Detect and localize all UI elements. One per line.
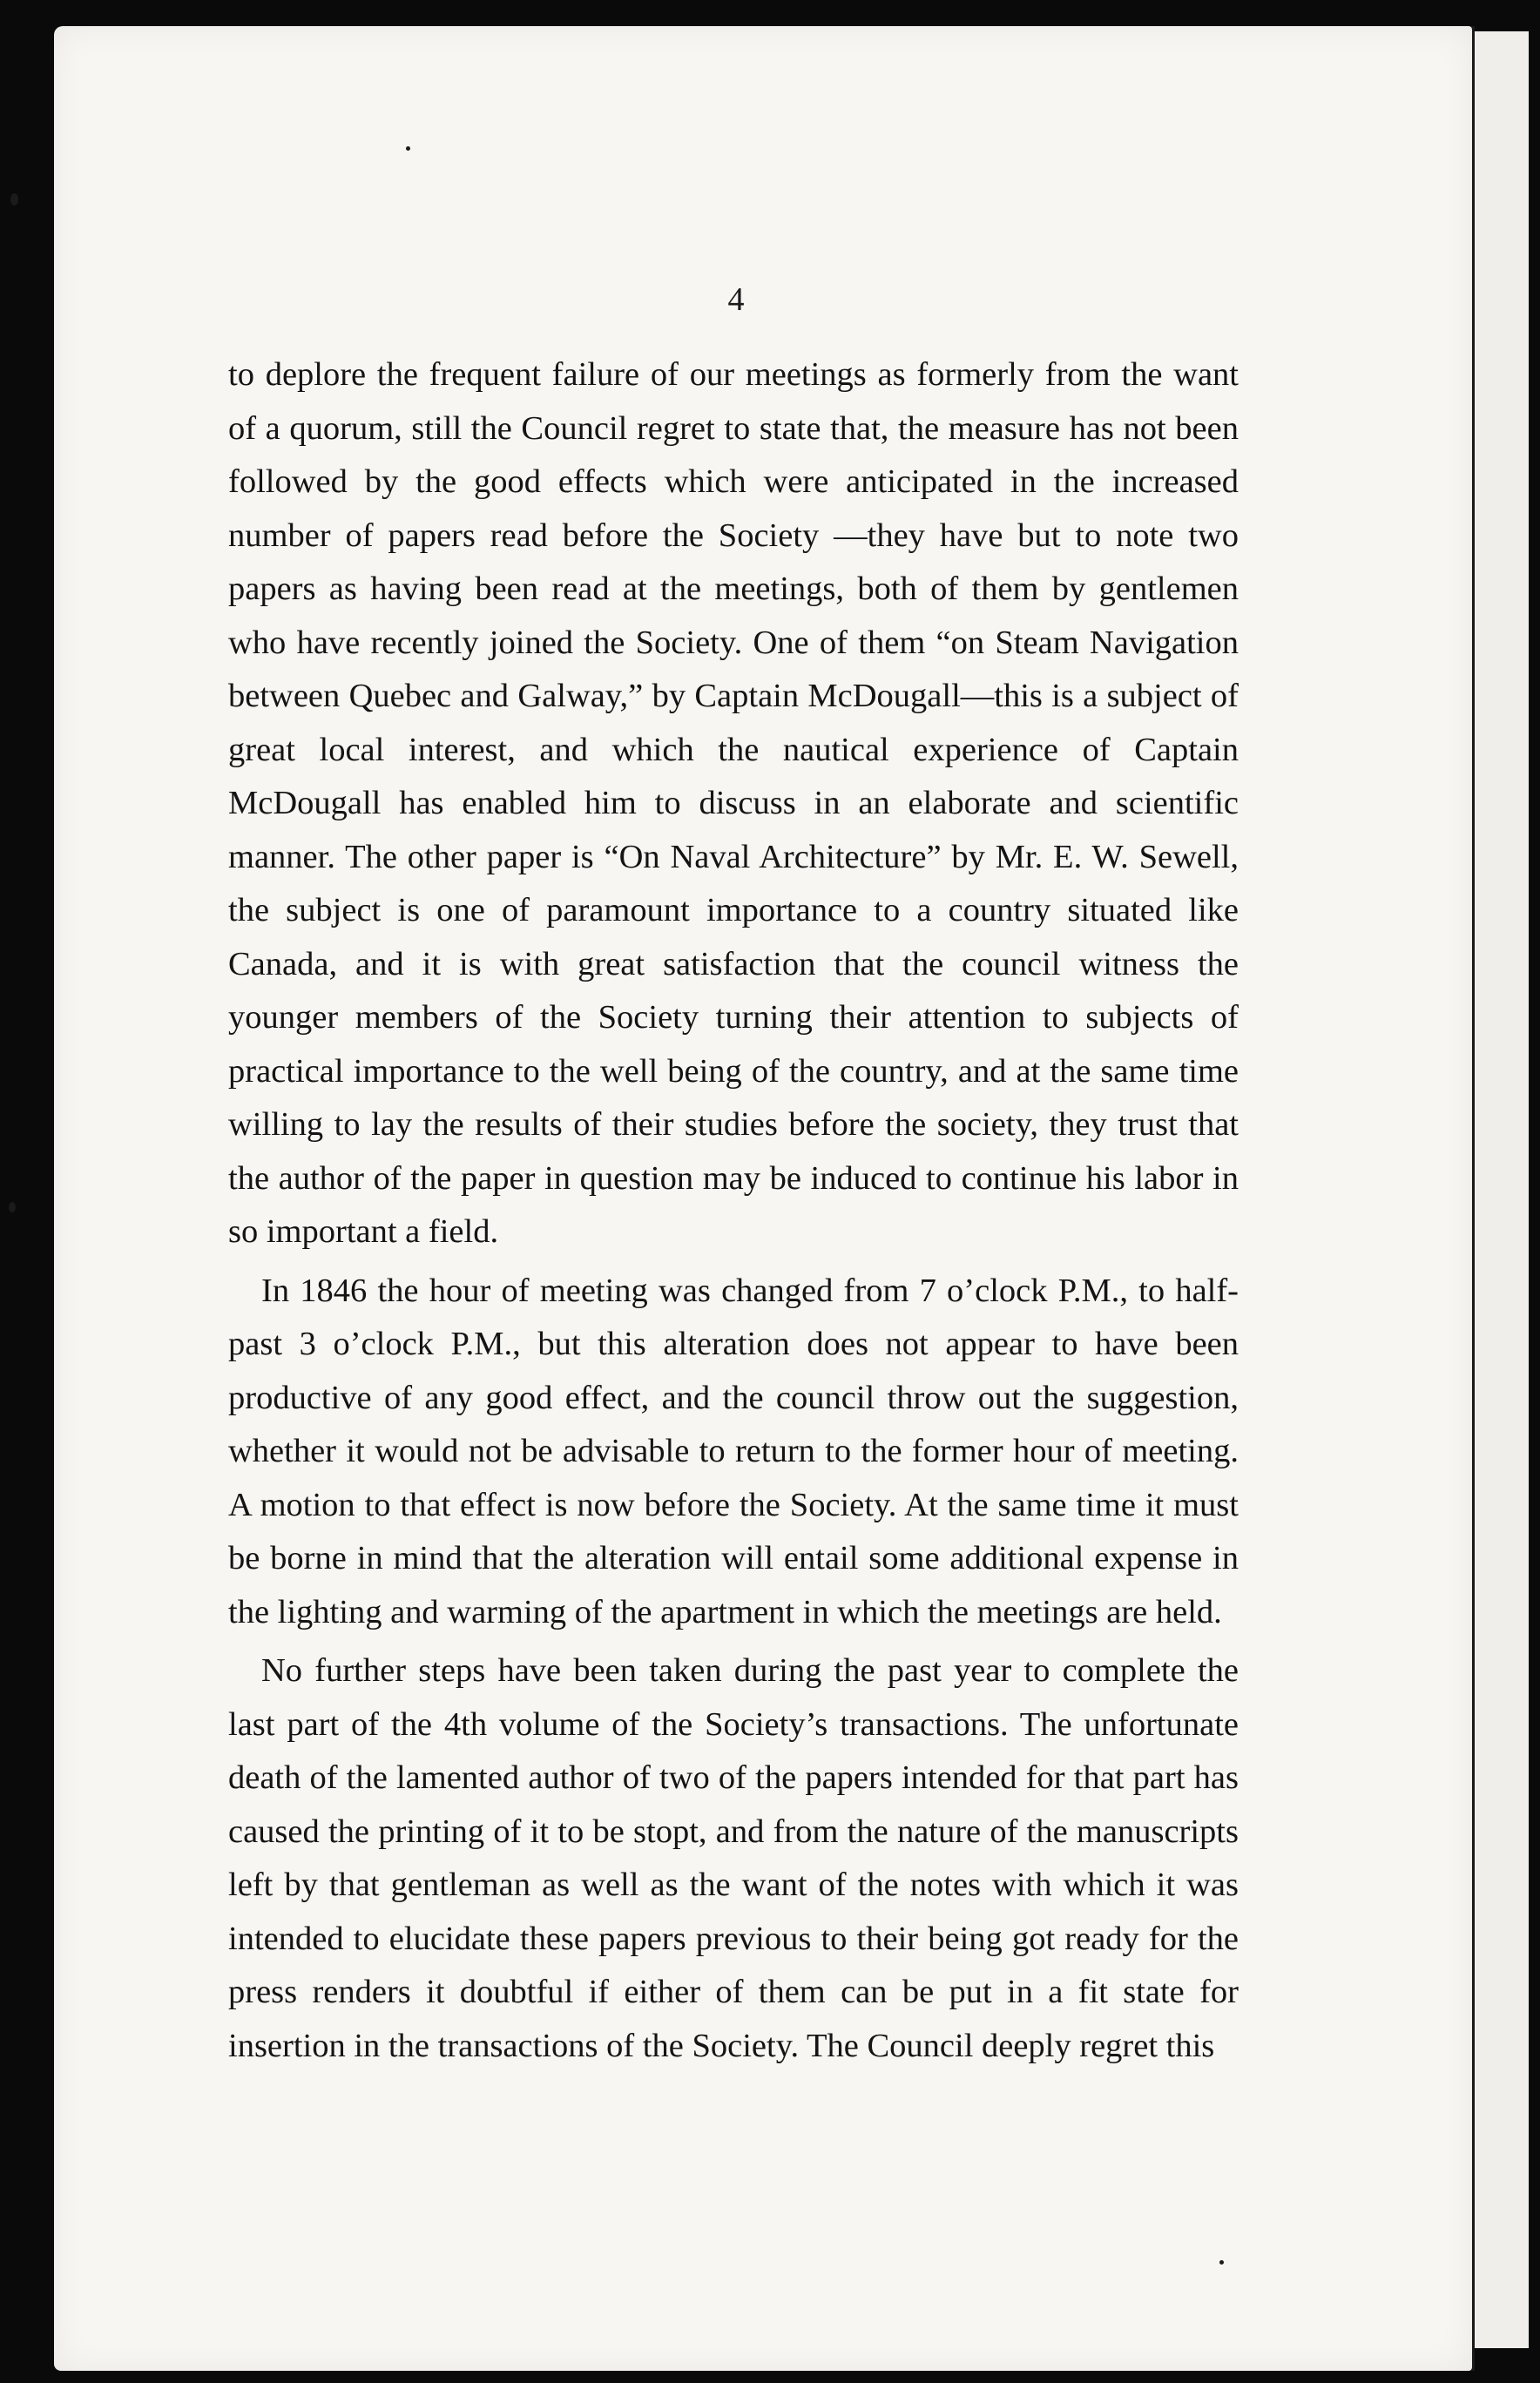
paragraph-1: to deplore the frequent failure of our meetings as formerly from the want of a quorum, still the Council regret to state that, the measure has not been followed by the good effects which were anticipated in the increased number of papers read before the Society —they have but to note two papers as having been read at the meetings, both of them by gentlemen who have recently joined the Society. One of them “on Steam Navigation between Quebec and Galway,” by Captain McDougall—this is a subject of great local interest, and which the nautical experience of Captain McDougall has enabled him to discuss in an elaborate and scientific manner. The other paper is “On Naval Architecture” by Mr. E. W. Sewell, the subject is one of paramount importance to a country situated like Canada, and it is with great satisfaction that the council witness the younger members of the Society turning their attention to subjects of practical importance to the well being of the country, and at the same time willing to lay the results of their studies before the society, they trust that the author of the paper in question may be induced to continue his labor in so important a field. — [228, 356, 1239, 1250]
facing-page-edge — [1475, 31, 1529, 2348]
scan-speck — [1219, 2260, 1224, 2265]
paragraph-3: No further steps have been taken during the past year to complete the last part of the 4th volume of the Society’s transactions. The unfortunate death of the lamented author of two of the papers intended for that part has caused the printing of it to be stopt, and from the nature of the manuscripts left by that gentleman as well as the want of the notes with which it was intended to elucidate these papers previous to their being got ready for the press renders it doubtful if either of them can be put in a fit state for insertion in the transactions of the Society. The Council deeply regret this — [228, 1652, 1239, 2064]
body-text — [228, 348, 1239, 2075]
scan-speck — [9, 1202, 16, 1212]
scan-speck — [406, 146, 410, 151]
paragraph-2: In 1846 the hour of meeting was changed from 7 o’clock P.M., to half-past 3 o’clock P.M., but this alteration does not appear to have been productive of any good effect, and the council throw out the suggestion, whether it would not be advisable to return to the former hour of meeting. A motion to that effect is now before the Society. At the same time it must be borne in mind that the alteration will entail some additional expense in the lighting and warming of the apartment in which the meetings are held. — [228, 1272, 1239, 1630]
page-number: 4 — [727, 281, 745, 318]
scan-speck — [10, 193, 18, 206]
